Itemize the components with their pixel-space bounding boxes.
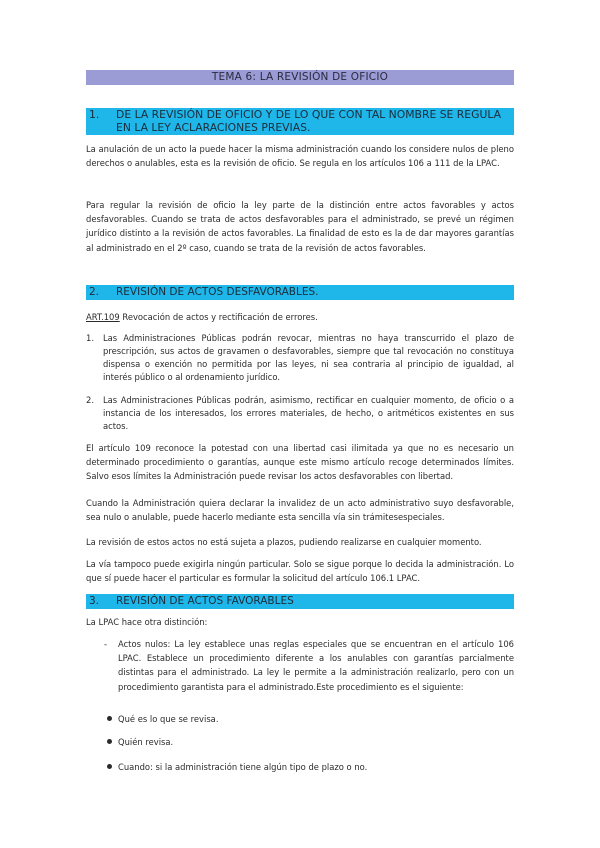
bullet-text: Quién revisa.: [118, 737, 174, 747]
dash-list-item: [104, 637, 514, 694]
bullet-item: [104, 761, 514, 773]
bullet-item: [104, 736, 514, 748]
paragraph: El artículo 109 reconoce la potestad con una libertad casi ilimitada ya que no es necesario un determinado procedimiento o garantías, aunque este mismo artículo recoge determinados límites. Salvo esos límites la Administración puede revisar los actos desfavorables con libertad.: [86, 443, 514, 482]
article-heading: [86, 310, 514, 324]
section-number: 1.: [89, 108, 100, 121]
paragraph: La LPAC hace otra distinción:: [86, 617, 208, 627]
document-title: TEMA 6: LA REVISIÓN DE OFICIO: [86, 70, 514, 85]
section-title: DE LA REVISIÓN DE OFICIO Y DE LO QUE CON TAL NOMBRE SE REGULA EN LA LEY ACLARACIONES PREVIAS.: [116, 108, 502, 134]
list-text: Las Administraciones Públicas podrán, asimismo, rectificar en cualquier momento, de oficio o a instancia de los interesados, los errores materiales, de hecho, o aritméticos existentes en sus actos.: [103, 395, 514, 431]
paragraph: Para regular la revisión de oficio la ley parte de la distinción entre actos favorables y actos desfavorables. Cuando se trata de actos desfavorables para el administrado, se prevé un régimen jurídico distinto a la revisión de actos favorables. La finalidad de esto es la de dar mayores garantías al administrado en el 2º caso, cuando se trata de la revisión de actos favorables.: [86, 200, 514, 253]
list-item: [86, 332, 514, 384]
section-number: 2.: [89, 286, 100, 298]
bullet-text: Qué es lo que se revisa.: [118, 714, 219, 724]
section-title: REVISIÓN DE ACTOS FAVORABLES: [116, 595, 294, 607]
section-1-heading: [86, 108, 514, 135]
bullet-item: [104, 713, 514, 725]
list-number: 1.: [86, 333, 94, 343]
paragraph: La vía tampoco puede exigirla ningún particular. Solo se sigue porque lo decida la administración. Lo que sí puede hacer el particular es formular la solicitud del artículo 106.1 LPAC.: [86, 559, 514, 584]
section-number: 3.: [89, 595, 100, 607]
list-number: 2.: [86, 395, 94, 405]
list-text: Actos nulos: La ley establece unas reglas especiales que se encuentran en el artículo 106 LPAC. Establece un procedimiento diferente a los anulables con garantías parcialmente distintas para el administrado. La ley le permite a la administración realizarlo, pero con un procedimiento garantista para el administrado.Este procedimiento es el siguiente:: [118, 639, 514, 692]
section-title: REVISIÓN DE ACTOS DESFAVORABLES.: [116, 286, 319, 298]
bullet-dot: [107, 739, 112, 744]
list-text: Las Administraciones Públicas podrán revocar, mientras no haya transcurrido el plazo de prescripción, sus actos de gravamen o desfavorables, siempre que tal revocación no constituya dispensa o exención no permitida por las leyes, ni sea contraria al principio de igualdad, al interés público o al ordenamiento jurídico.: [103, 333, 514, 382]
article-title: Revocación de actos y rectificación de errores.: [119, 312, 318, 322]
section-2-heading: [86, 285, 514, 300]
paragraph: La revisión de estos actos no está sujeta a plazos, pudiendo realizarse en cualquier momento.: [86, 537, 482, 547]
bullet-dot: [107, 716, 112, 721]
section-3-heading: [86, 594, 514, 609]
list-item: [86, 394, 514, 433]
dash-marker: -: [104, 639, 108, 649]
paragraph: Cuando la Administración quiera declarar la invalidez de un acto administrativo suyo desfavorable, sea nulo o anulable, puede hacerlo mediante esta sencilla vía sin trámitesespeciales.: [86, 498, 514, 523]
paragraph: La anulación de un acto la puede hacer la misma administración cuando los considere nulos de pleno derechos o anulables, esta es la revisión de oficio. Se regula en los artículos 106 a 111 de la LPAC.: [86, 144, 514, 169]
bullet-dot: [107, 764, 112, 769]
article-reference: ART.109: [86, 312, 120, 322]
bullet-text: Cuando: si la administración tiene algún tipo de plazo o no.: [118, 762, 368, 772]
